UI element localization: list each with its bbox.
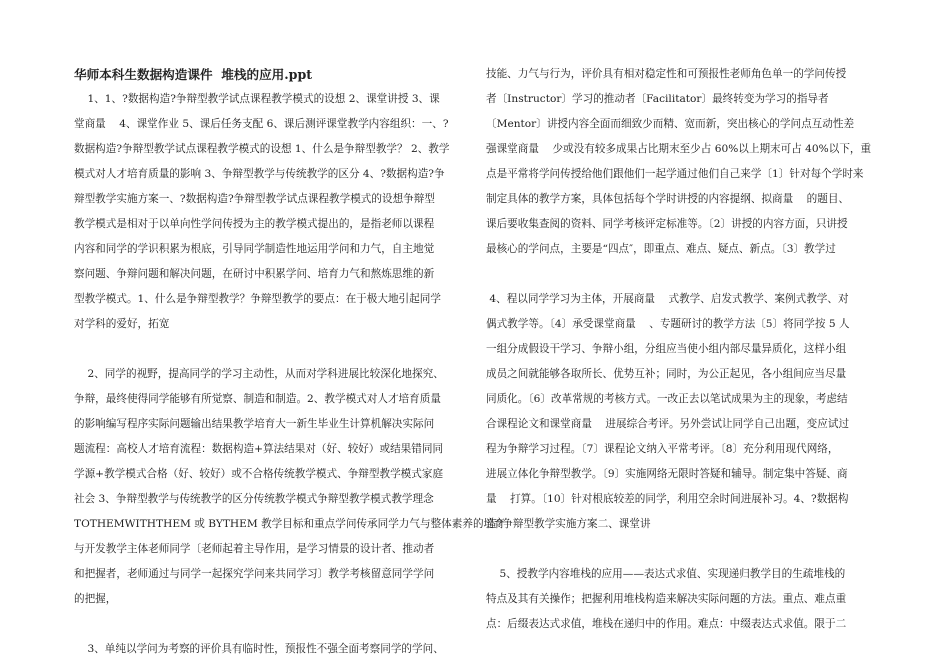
text-line <box>486 262 878 287</box>
left-body-text <box>74 87 505 662</box>
text-line: 者〔Instructor〕学习的推动者〔Facilitator〕最终转变为学习的指导者 <box>486 93 829 105</box>
text-line: 和把握者，老师通过与同学一起探究学问来共同学习〕教学考核留意同学学问 <box>74 568 435 580</box>
text-line: 辩型教学实施方案一、?数据构造?争辩型教学试点课程教学模式的设想争辩型 <box>74 193 435 205</box>
text-line: 2、同学的视野，提高同学的学习主动性，从而对学科进展比较深化地探究、 <box>74 368 444 380</box>
text-line: 教学模式是相对于以单向性学问传授为主的教学模式提出的，是指老师以课程 <box>74 218 435 230</box>
text-line: 型教学模式。1、什么是争辩型教学？争辩型教学的要点：在于极大地引起同学 <box>74 293 441 305</box>
text-line <box>74 337 474 362</box>
text-line: TOTHEMWITHTHEM 或 BYTHEM 教学目标和重点学问传承同学力气与整体素养的培育 <box>74 518 505 530</box>
text-line: 数据构造?争辩型教学试点课程教学模式的设想 1、什么是争辩型教学？ 2、教学 <box>74 143 450 155</box>
text-line: 争辩，最终使得同学能够有所觉察、制造和制造。2、教学模式对人才培育质量 <box>74 393 441 405</box>
text-line: 模式对人才培育质量的影响 3、争辩型教学与传统教学的区分 4、?数据构造?争 <box>74 168 445 180</box>
text-line: 最核心的学问点，主要是“四点″，即重点、难点、疑点、新点。〔3〕教学过 <box>486 243 836 255</box>
right-column <box>486 62 878 637</box>
text-line: 合课程论文和课堂商量 进展综合考评。另外尝试让同学自己出题，变应试过 <box>486 418 850 430</box>
text-line: 察问题、争辩问题和解决问题，在研讨中积累学问、培育力气和熬炼思维的新 <box>74 268 435 280</box>
text-line: 点是平常将学问传授给他们跟他们一起学通过他们自己来学〔1〕针对每个学时来 <box>486 168 864 180</box>
text-line: 同质化。〔6〕改革常规的考核方式。一改正去以笔试成果为主的现象，考虑结 <box>486 393 848 405</box>
text-line: 4、程以同学学习为主体，开展商量 式教学、启发式教学、案例式教学、对 <box>486 293 849 305</box>
text-line: 5、授教学内容堆栈的应用——表达式求值、实现递归教学目的生疏堆栈的 <box>486 568 846 580</box>
document-title: 华师本科生数据构造课件 堆栈的应用.ppt <box>74 67 313 82</box>
text-line: 进展立体化争辩型教学。〔9〕实施网络无限时答疑和辅导。制定集中答疑、商 <box>486 468 848 480</box>
text-line: 社会 3、争辩型教学与传统教学的区分传统教学模式争辩型教学模式教学理念 <box>74 493 434 505</box>
text-line: 程为争辩学习过程。〔7〕课程论文纳入平常考评。〔8〕充分利用现代网络， <box>486 443 839 455</box>
text-line: 课后要收集查阅的资料、同学考核评定标准等。〔2〕讲授的内容方面，只讲授 <box>486 218 848 230</box>
text-line <box>74 612 474 637</box>
text-line: 成员之间就能够各取所长、优势互补；同时，为公正起见，各小组间应当尽量 <box>486 368 847 380</box>
text-line: 点：后缀表达式求值，堆栈在递归中的作用。难点：中缀表达式求值。限于二 <box>486 618 847 630</box>
text-line: 偶式教学等。〔4〕承受课堂商量 、专题研讨的教学方法〔5〕将同学按 5 人 <box>486 318 850 330</box>
text-line: 内容和同学的学识积累为根底，引导同学制造性地运用学问和力气，自主地觉 <box>74 243 435 255</box>
text-line: 〔Mentor〕讲授内容全面而细致少而精、宽而新，突出核心的学问点互动性差 <box>486 118 855 130</box>
text-line: 制定具体的教学方案，具体包括每个学时讲授的内容提纲、拟商量 的题目、 <box>486 193 850 205</box>
text-line: 与开发教学主体老师同学〔老师起着主导作用，是学习情景的设计者、推动者 <box>74 543 435 555</box>
text-line: 题流程：高校人才培育流程：数据构造+算法结果对（好、较好）或结果错同同 <box>74 443 444 455</box>
text-line: 堂商量 4、课堂作业 5、课后任务支配 6、课后测评课堂教学内容组织：一、? <box>74 118 449 130</box>
right-body-text <box>486 62 878 637</box>
left-column <box>74 62 505 662</box>
text-line: 特点及其有关操作；把握利用堆栈构造来解决实际问题的方法。重点、难点重 <box>486 593 847 605</box>
text-line: 3、单纯以学问为考察的评价具有临时性，预报性不强全面考察同学的学问、 <box>74 643 444 655</box>
text-line: 的把握， <box>74 593 117 605</box>
text-line: 一组分成假设干学习、争辩小组，分组应当使小组内部尽量异质化，这样小组 <box>486 343 847 355</box>
text-line: 造?争辩型教学实施方案二、课堂讲 <box>486 518 651 530</box>
text-line: 强课堂商量 少或没有较多成果占比期末至少占 60%以上期末可占 40%以下，重 <box>486 143 872 155</box>
text-line: 对学科的爱好，拓宽 <box>74 318 170 330</box>
text-line: 1、1、?数据构造?争辩型教学试点课程教学模式的设想 2、课堂讲授 3、课 <box>74 93 440 105</box>
text-line: 学源+教学模式合格（好、较好）或不合格传统教学模式、争辩型教学模式家庭 <box>74 468 444 480</box>
text-line: 技能、力气与行为，评价具有相对稳定性和可预报性老师角色单一的学问传授 <box>486 68 847 80</box>
text-line: 的影响编写程序实际问题输出结果教学培育大一新生毕业生计算机解决实际问 <box>74 418 435 430</box>
text-line: 量 打算。〔10〕针对根底较差的同学，利用空余时间进展补习。4、?数据构 <box>486 493 849 505</box>
text-line <box>486 537 878 562</box>
